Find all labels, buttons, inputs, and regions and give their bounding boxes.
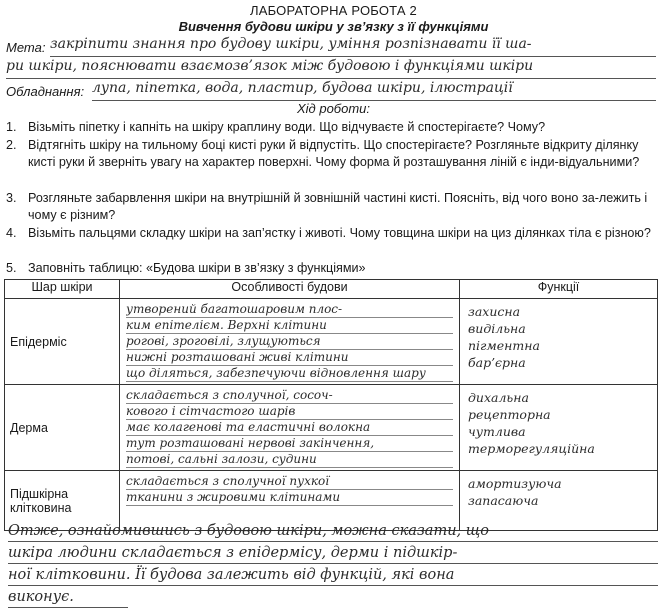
layer-name: Дерма: [5, 385, 120, 471]
function-item: терморегуляційна: [468, 441, 595, 456]
function-item: бар’єрна: [468, 355, 526, 370]
lab-title: ЛАБОРАТОРНА РОБОТА 2: [250, 3, 417, 18]
step-text: Заповніть таблицю: «Будова шкіри в зв’язку з функціями»: [28, 261, 366, 275]
course-heading: Хід роботи:: [296, 101, 371, 116]
function-item: видільна: [468, 321, 526, 336]
table-row: [5, 385, 658, 471]
step-number: 4.: [6, 226, 17, 240]
conclusion-line-2: шкіра людини складається з епідермісу, дерми і підшкір-: [8, 543, 658, 564]
step-number: 3.: [6, 191, 17, 205]
functions-cell: [460, 299, 658, 385]
equipment-text: лупа, піпетка, вода, пластир, будова шкіри, ілюстрації: [92, 80, 656, 101]
feature-line: кового і сітчастого шарів: [126, 404, 453, 420]
equipment-label: Обладнання:: [6, 84, 85, 99]
table-header: Функції: [460, 280, 658, 299]
feature-line: тканини з жировими клітинами: [126, 490, 453, 506]
feature-line: потові, сальні залози, судини: [126, 452, 453, 468]
features-cell: [120, 299, 460, 385]
goal-line-2: ри шкіри, пояснювати взаємозв’язок між будовою і функціями шкіри: [6, 58, 656, 79]
step-text: Візьміть піпетку і капніть на шкіру краплину води. Що відчуваєте й спостерігаєте? Чому?: [28, 120, 546, 134]
feature-line: має колагенові та еластичні волокна: [126, 420, 453, 436]
feature-line: тут розташовані нервові закінчення,: [126, 436, 453, 452]
conclusion-line-3: ної клітковини. Її будова залежить від функцій, які вона: [8, 565, 658, 586]
functions-cell: [460, 385, 658, 471]
step-text: Розгляньте забарвлення шкіри на внутрішній й зовнішній частині кисті. Поясніть, від чого воно за-лежить і чому є різним?: [28, 191, 648, 222]
step-text: Візьміть пальцями складку шкіри на зап’ястку і животі. Чому товщина шкіри на циз ділянках тіла є різною?: [28, 226, 651, 240]
conclusion-line-1: Отже, ознайомившись з будовою шкіри, можна сказати, що: [8, 521, 658, 542]
feature-line: що діляться, забезпечуючи відновлення шару: [126, 366, 453, 382]
step-number: 5.: [6, 261, 17, 275]
layer-name: Підшкірна клітковина: [5, 471, 120, 531]
layer-name: Епідерміс: [5, 299, 120, 385]
skin-structure-table: [4, 279, 658, 531]
table-header: Особливості будови: [120, 280, 460, 299]
features-cell: [120, 385, 460, 471]
goal-line-1: закріпити знання про будову шкіри, уміння розпізнавати її ша-: [50, 36, 656, 57]
feature-line: ким епітелієм. Верхні клітини: [126, 318, 453, 334]
step-3: [6, 190, 656, 224]
feature-line: нижні розташовані живі клітини: [126, 350, 453, 366]
step-1: [6, 119, 656, 136]
step-4: [6, 225, 656, 242]
table-header-row: [5, 280, 658, 299]
table-row: [5, 299, 658, 385]
feature-line: складається з сполучної пухкої: [126, 474, 453, 490]
lab-subtitle: Вивчення будови шкіри у зв’язку з її функціями: [178, 19, 489, 34]
function-item: дихальна: [468, 390, 529, 405]
function-item: захисна: [468, 304, 521, 319]
step-number: 1.: [6, 120, 17, 134]
step-5: [6, 260, 656, 277]
function-item: рецепторна: [468, 407, 551, 422]
table-header: Шар шкіри: [5, 280, 120, 299]
function-item: чутлива: [468, 424, 526, 439]
step-text: Відтягніть шкіру на тильному боці кисті руки й відпустіть. Що спостерігаєте? Розгляньте відкриту ділянку кисті руки й зверніть увагу на характер поверхні. Чому форма й розташування ліній є інди-відуальними?: [28, 138, 640, 169]
conclusion-line-4: виконує.: [8, 587, 128, 608]
feature-line: рогові, зроговілі, злущуються: [126, 334, 453, 350]
step-2: [6, 137, 656, 171]
function-item: запасаюча: [468, 493, 539, 508]
feature-line: утворений багатошаровим плос-: [126, 302, 453, 318]
function-item: пігментна: [468, 338, 540, 353]
feature-line: складається з сполучної, сосоч-: [126, 388, 453, 404]
step-number: 2.: [6, 138, 17, 152]
goal-label: Мета:: [6, 40, 46, 55]
function-item: амортизуюча: [468, 476, 562, 491]
